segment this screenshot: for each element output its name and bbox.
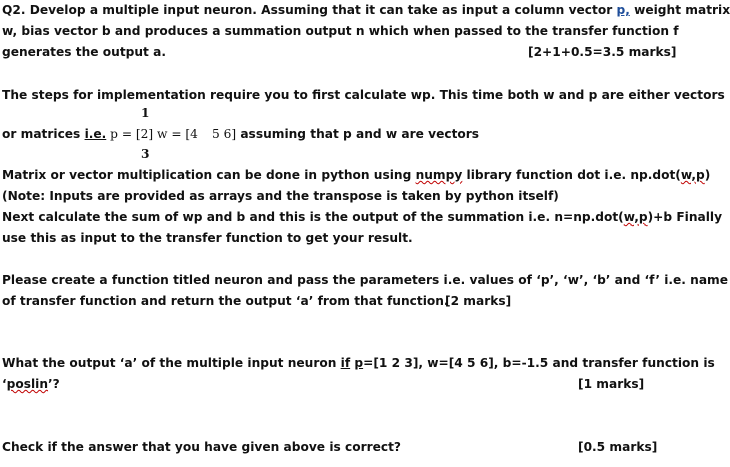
check-line: Check if the answer that you have given above is correct? [2,440,401,454]
output-line-2 [2,376,60,392]
ie-text: i.e. [84,127,107,141]
or-matrices-text: or matrices [2,127,85,141]
matrix-line-1-text: Matrix or vector multiplication can be done in python using [2,168,416,182]
poslin-word: poslin [6,377,49,391]
q2-line-3: generates the output a. [2,45,166,59]
wp-args-2: w,p [623,210,648,224]
steps-line-1: The steps for implementation require you to first calculate wp. This time both w and p are either vectors [2,88,725,102]
w-values: 5 6] [211,127,237,141]
q2-line-1-tail: weight matrix [629,3,730,17]
open-quote: ‘ [2,377,7,391]
matrix-line-1-close: ) [704,168,711,182]
matrix-line-3-text: Next calculate the sum of wp and b and this is the output of the summation i.e. n=np.dot( [2,210,624,224]
p-var: p [354,356,364,370]
matrix-line-1 [2,167,710,183]
func-line-1: Please create a function titled neuron and pass the parameters i.e. values of ‘p’, ‘w’, ‘b’ and ‘f’ i.e. name [2,273,729,287]
matrix-line-4: use this as input to the transfer function to get your result. [2,231,413,245]
func-marks: [2 marks] [445,294,512,308]
p-link[interactable]: p, [616,3,630,17]
q2-line-1 [2,2,730,18]
output-line-1 [2,355,715,371]
output-line-1-text: What the output ‘a’ of the multiple input neuron [2,356,341,370]
matrix-line-2: (Note: Inputs are provided as arrays and the transpose is taken by python itself) [2,189,559,203]
check-marks: [0.5 marks] [578,440,658,454]
q2-line-2: w, bias vector b and produces a summation output n which when passed to the transfer function f [2,24,679,38]
wp-args: w,p [680,168,705,182]
p-w-equation: p = [2] w = [4 [106,127,198,141]
close-quote: ’? [48,377,60,391]
matrix-line-1-mid: library function dot i.e. np.dot( [462,168,681,182]
output-marks: [1 marks] [578,377,645,391]
matrix-bottom-number: 3 [141,147,150,161]
steps-line-2 [2,126,479,142]
matrix-line-3-tail: )+b Finally [647,210,723,224]
matrix-top-number: 1 [141,106,150,120]
matrix-line-3 [2,209,722,225]
func-line-2: of transfer function and return the output ‘a’ from that function. [2,294,449,308]
if-word: if [340,356,351,370]
assuming-text: assuming that p and w are vectors [236,127,480,141]
q2-line-1-text: Q2. Develop a multiple input neuron. Assuming that it can take as input a column vector [2,3,617,17]
output-line-1-tail: =[1 2 3], w=[4 5 6], b=-1.5 and transfer function is [363,356,715,370]
numpy-word: numpy [415,168,463,182]
q2-marks: [2+1+0.5=3.5 marks] [528,45,677,59]
